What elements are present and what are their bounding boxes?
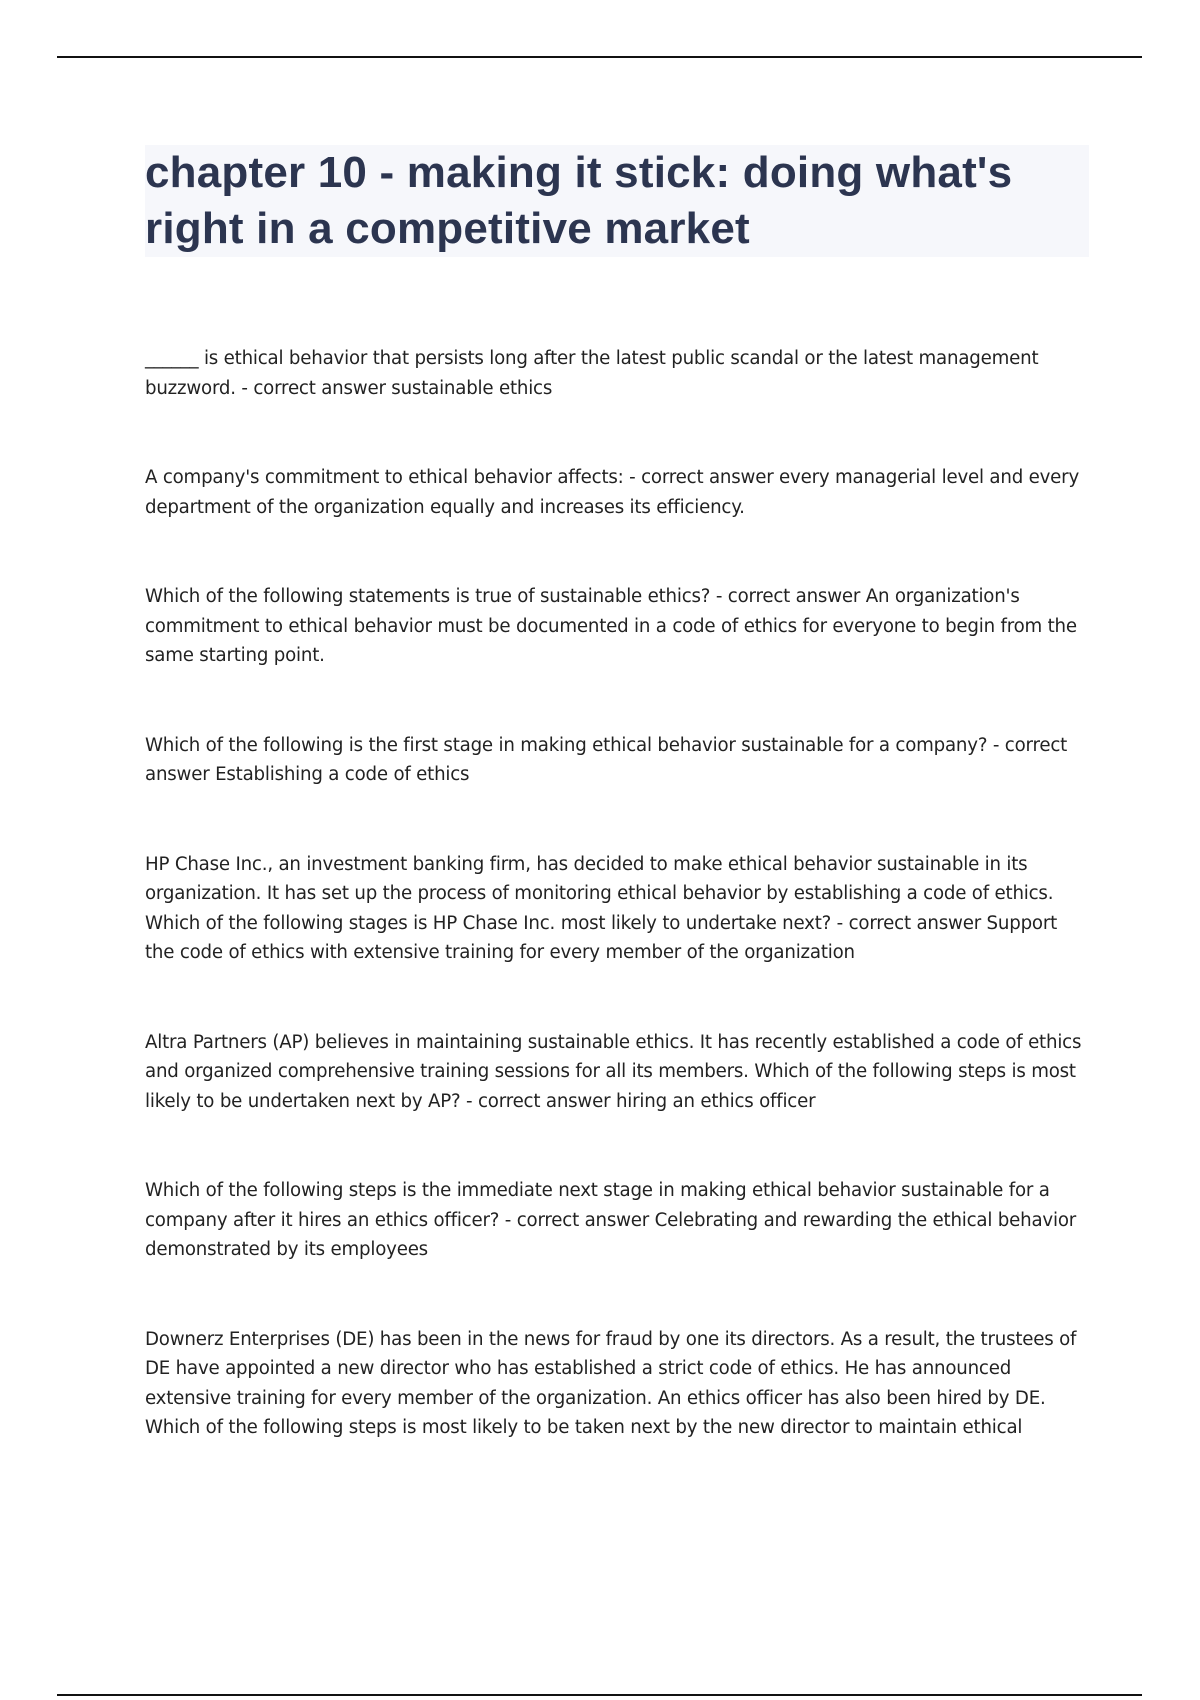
footer-rule — [57, 1694, 1142, 1696]
qa-list — [145, 344, 1089, 1443]
qa-item: Which of the following is the first stage in making ethical behavior sustainable for a company? - correct answer Establishing a code of ethics — [145, 734, 1068, 785]
qa-item: ______ is ethical behavior that persists long after the latest public scandal or the latest management buzzword. - correct answer sustainable ethics — [145, 348, 1039, 399]
qa-item: Which of the following steps is the immediate next stage in making ethical behavior sustainable for a company after it hires an ethics officer? - correct answer Celebrating and rewarding the ethical behavior demonstrated by its employees — [145, 1180, 1077, 1260]
title-block — [145, 145, 1089, 257]
header-rule — [57, 56, 1142, 58]
qa-item: HP Chase Inc., an investment banking firm, has decided to make ethical behavior sustainable in its organization. It has set up the process of monitoring ethical behavior by establishing a code of ethics. Which of the following stages is HP Chase Inc. most likely to undertake next? - correct answer Support the code of ethics with extensive training for every member of the organization — [145, 853, 1058, 963]
qa-item: Downerz Enterprises (DE) has been in the news for fraud by one its directors. As a result, the trustees of DE have appointed a new director who has established a strict code of ethics. He has announced extensive training for every member of the organization. An ethics officer has also been hired by DE. Which of the following steps is most likely to be taken next by the new director to maintain ethical — [145, 1328, 1077, 1438]
qa-item: A company's commitment to ethical behavior affects: - correct answer every managerial level and every department of the organization equally and increases its efficiency. — [145, 467, 1080, 518]
qa-item: Which of the following statements is true of sustainable ethics? - correct answer An organization's commitment to ethical behavior must be documented in a code of ethics for everyone to begin from the same starting point. — [145, 586, 1077, 666]
qa-item: Altra Partners (AP) believes in maintaining sustainable ethics. It has recently established a code of ethics and organized comprehensive training sessions for all its members. Which of the following steps is most likely to be undertaken next by AP? - correct answer hiring an ethics officer — [145, 1031, 1082, 1112]
page-title: chapter 10 - making it stick: doing what's right in a competitive market — [145, 148, 1013, 253]
